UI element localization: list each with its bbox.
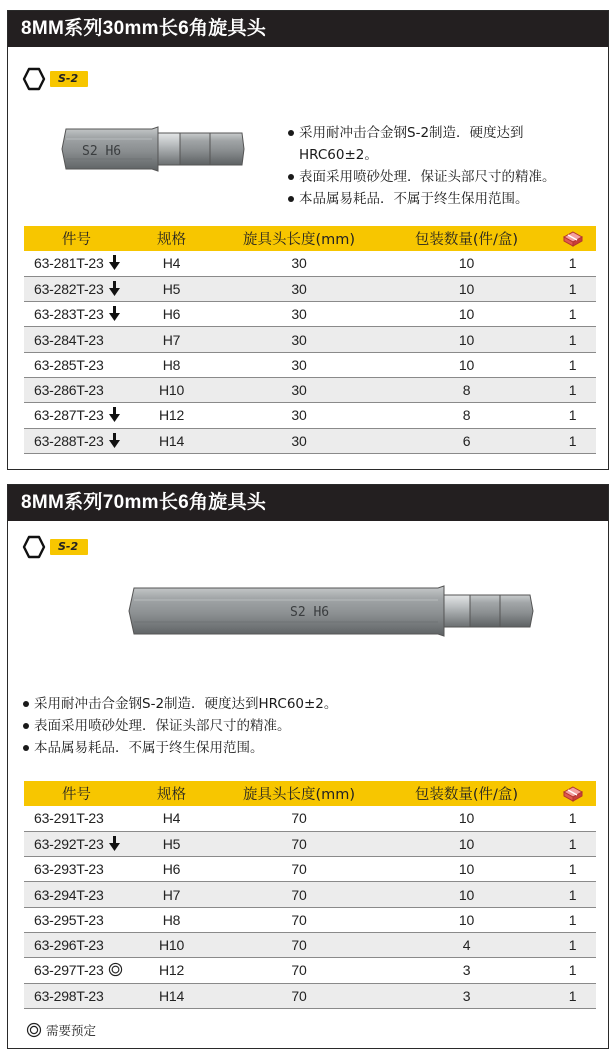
part-number-cell [24, 403, 129, 428]
length-cell: 70 [214, 958, 384, 983]
pack-qty-cell: 10 [384, 831, 549, 856]
bit-marking: S2 H6 [82, 144, 122, 159]
spec-cell: H5 [129, 276, 214, 301]
spec-cell: H8 [129, 907, 214, 932]
part-number-cell [24, 806, 129, 831]
feature-list [22, 693, 582, 759]
box-qty-cell: 1 [549, 806, 596, 831]
feature-item: 采用耐冲击合金钢S-2制造．硬度达到HRC60±2。 [22, 693, 582, 715]
part-number: 63-284T-23 [34, 331, 104, 348]
footnote [26, 1021, 96, 1039]
table-row [24, 806, 596, 831]
length-cell: 30 [214, 251, 384, 276]
col-pack-qty: 包装数量(件/盒) [384, 781, 549, 806]
pack-qty-cell: 10 [384, 276, 549, 301]
table-row [24, 352, 596, 377]
col-part-number: 件号 [24, 226, 129, 251]
box-qty-cell: 1 [549, 831, 596, 856]
part-number-cell [24, 327, 129, 352]
pack-qty-cell: 10 [384, 352, 549, 377]
part-number-cell [24, 932, 129, 957]
part-number-cell [24, 428, 129, 453]
part-number: 63-286T-23 [34, 382, 104, 399]
length-cell: 30 [214, 377, 384, 402]
part-number-cell [24, 377, 129, 402]
box-qty-cell: 1 [549, 302, 596, 327]
length-cell: 70 [214, 907, 384, 932]
table-row [24, 932, 596, 957]
length-cell: 70 [214, 831, 384, 856]
pack-qty-cell: 10 [384, 882, 549, 907]
part-number: 63-293T-23 [34, 861, 104, 878]
length-cell: 70 [214, 882, 384, 907]
bit-marking: S2 H6 [290, 605, 330, 620]
part-number-cell [24, 352, 129, 377]
part-number: 63-294T-23 [34, 886, 104, 903]
spec-cell: H7 [129, 882, 214, 907]
col-pack-qty: 包装数量(件/盒) [384, 226, 549, 251]
col-part-number: 件号 [24, 781, 129, 806]
spec-cell: H14 [129, 983, 214, 1008]
feature-item: 表面采用喷砂处理．保证头部尺寸的精准。 [22, 715, 582, 737]
table-header-row [24, 226, 596, 251]
section-title: 8MM系列70mm长6角旋具头 [8, 485, 608, 521]
part-number: 63-285T-23 [34, 356, 104, 373]
spec-cell: H10 [129, 932, 214, 957]
bit-30mm-image [60, 123, 250, 175]
down-arrow-icon [109, 836, 120, 851]
length-cell: 70 [214, 806, 384, 831]
double-circle-icon [26, 1022, 42, 1038]
table-row [24, 403, 596, 428]
spec-table [24, 781, 596, 1009]
spec-cell: H7 [129, 327, 214, 352]
col-box [549, 781, 596, 806]
col-box [549, 226, 596, 251]
part-number-cell [24, 857, 129, 882]
col-spec: 规格 [129, 226, 214, 251]
table-header-row [24, 781, 596, 806]
length-cell: 70 [214, 932, 384, 957]
part-number: 63-292T-23 [34, 835, 104, 852]
box-qty-cell: 1 [549, 327, 596, 352]
spec-table [24, 226, 596, 454]
length-cell: 30 [214, 302, 384, 327]
box-qty-cell: 1 [549, 983, 596, 1008]
s2-badge: S-2 [50, 71, 88, 87]
table-row [24, 276, 596, 301]
down-arrow-icon [109, 281, 120, 296]
part-number: 63-287T-23 [34, 407, 104, 424]
spec-cell: H14 [129, 428, 214, 453]
table-row [24, 302, 596, 327]
spec-cell: H5 [129, 831, 214, 856]
spec-cell: H8 [129, 352, 214, 377]
pack-qty-cell: 10 [384, 857, 549, 882]
spec-cell: H6 [129, 302, 214, 327]
part-number: 63-282T-23 [34, 280, 104, 297]
bit-70mm-image [126, 583, 538, 639]
feature-item: 采用耐冲击合金钢S-2制造．硬度达到HRC60±2。 [287, 122, 597, 166]
table-row [24, 831, 596, 856]
box-icon [563, 786, 583, 802]
col-length: 旋具头长度(mm) [214, 781, 384, 806]
box-qty-cell: 1 [549, 907, 596, 932]
spec-cell: H4 [129, 251, 214, 276]
length-cell: 30 [214, 327, 384, 352]
part-number: 63-297T-23 [34, 962, 104, 979]
box-qty-cell: 1 [549, 882, 596, 907]
material-badge-row [22, 535, 88, 559]
box-icon [563, 231, 583, 247]
down-arrow-icon [109, 433, 120, 448]
spec-cell: H6 [129, 857, 214, 882]
footnote-text: 需要预定 [46, 1023, 97, 1038]
table-row [24, 377, 596, 402]
feature-item: 本品属易耗品．不属于终生保用范围。 [287, 188, 597, 210]
box-qty-cell: 1 [549, 251, 596, 276]
pack-qty-cell: 3 [384, 958, 549, 983]
col-spec: 规格 [129, 781, 214, 806]
part-number: 63-291T-23 [34, 810, 104, 827]
table-row [24, 327, 596, 352]
table-row [24, 983, 596, 1008]
length-cell: 30 [214, 403, 384, 428]
length-cell: 70 [214, 983, 384, 1008]
part-number-cell [24, 983, 129, 1008]
down-arrow-icon [109, 255, 120, 270]
feature-item: 表面采用喷砂处理．保证头部尺寸的精准。 [287, 166, 597, 188]
part-number-cell [24, 276, 129, 301]
part-number: 63-295T-23 [34, 911, 104, 928]
part-number: 63-296T-23 [34, 937, 104, 954]
box-qty-cell: 1 [549, 857, 596, 882]
pack-qty-cell: 10 [384, 327, 549, 352]
pack-qty-cell: 8 [384, 403, 549, 428]
col-length: 旋具头长度(mm) [214, 226, 384, 251]
pack-qty-cell: 10 [384, 907, 549, 932]
box-qty-cell: 1 [549, 352, 596, 377]
box-qty-cell: 1 [549, 958, 596, 983]
box-qty-cell: 1 [549, 377, 596, 402]
section-title: 8MM系列30mm长6角旋具头 [8, 11, 608, 47]
length-cell: 30 [214, 352, 384, 377]
length-cell: 30 [214, 276, 384, 301]
pack-qty-cell: 4 [384, 932, 549, 957]
part-number: 63-283T-23 [34, 306, 104, 323]
down-arrow-icon [109, 407, 120, 422]
pack-qty-cell: 8 [384, 377, 549, 402]
spec-cell: H12 [129, 958, 214, 983]
s2-badge: S-2 [50, 539, 88, 555]
table-row [24, 882, 596, 907]
part-number-cell [24, 831, 129, 856]
box-qty-cell: 1 [549, 403, 596, 428]
part-number-cell [24, 907, 129, 932]
material-badge-row [22, 67, 88, 91]
spec-cell: H10 [129, 377, 214, 402]
hexagon-icon [22, 535, 46, 559]
part-number-cell [24, 882, 129, 907]
spec-cell: H4 [129, 806, 214, 831]
double-circle-icon [108, 962, 123, 977]
box-qty-cell: 1 [549, 276, 596, 301]
part-number: 63-298T-23 [34, 987, 104, 1004]
hexagon-icon [22, 67, 46, 91]
length-cell: 30 [214, 428, 384, 453]
pack-qty-cell: 6 [384, 428, 549, 453]
table-row [24, 857, 596, 882]
part-number-cell [24, 302, 129, 327]
down-arrow-icon [109, 306, 120, 321]
pack-qty-cell: 10 [384, 806, 549, 831]
pack-qty-cell: 10 [384, 251, 549, 276]
feature-item: 本品属易耗品．不属于终生保用范围。 [22, 737, 582, 759]
length-cell: 70 [214, 857, 384, 882]
feature-list [287, 122, 597, 210]
product-section-30mm [7, 10, 609, 470]
box-qty-cell: 1 [549, 932, 596, 957]
part-number: 63-288T-23 [34, 432, 104, 449]
pack-qty-cell: 3 [384, 983, 549, 1008]
table-row [24, 958, 596, 983]
table-row [24, 907, 596, 932]
spec-cell: H12 [129, 403, 214, 428]
table-row [24, 251, 596, 276]
part-number: 63-281T-23 [34, 255, 104, 272]
product-section-70mm [7, 484, 609, 1049]
table-row [24, 428, 596, 453]
pack-qty-cell: 10 [384, 302, 549, 327]
part-number-cell [24, 958, 129, 983]
part-number-cell [24, 251, 129, 276]
box-qty-cell: 1 [549, 428, 596, 453]
